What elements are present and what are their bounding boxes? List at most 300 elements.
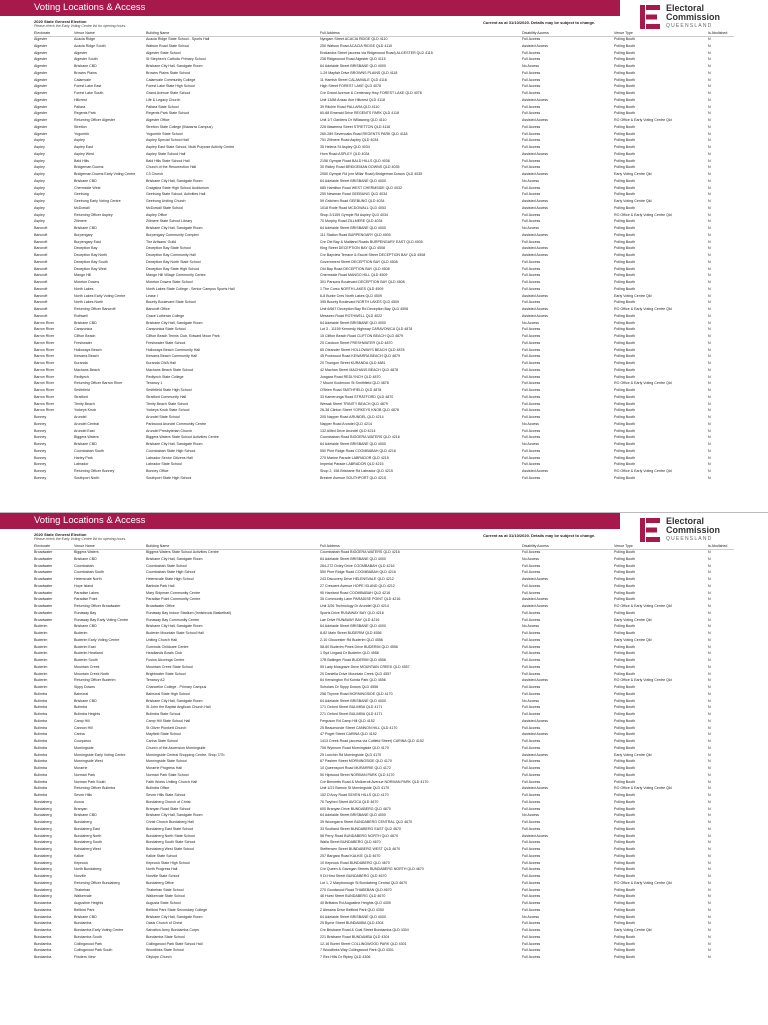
- disability-access-cell: Full Access: [522, 104, 541, 109]
- building-name-cell: St Oliver Plunkett Church: [146, 725, 187, 730]
- disability-access-cell: Full Access: [522, 361, 541, 365]
- venue-type-cell: Polling Booth: [614, 104, 636, 109]
- address-cell: 9 Di Hirst Street BUNDABERG QLD 4670: [320, 874, 387, 878]
- disability-access-cell: No Access: [522, 624, 539, 629]
- venue-type-cell: Polling Booth: [614, 253, 636, 257]
- table-row: [34, 198, 734, 204]
- venue-type-cell: Early Voting Centre Qld: [614, 637, 652, 642]
- disability-access-cell: No Access: [522, 178, 539, 183]
- disability-access-cell: Full Access: [522, 894, 541, 899]
- is-abolished-cell: N: [708, 205, 711, 210]
- is-abolished-cell: N: [708, 381, 711, 386]
- column-header: Full Address: [320, 31, 340, 35]
- column-header: Venue Type: [614, 544, 633, 548]
- address-cell: Cnr Bennetts Road & Molloerolt Avenue NORMAN PARK QLD 4170: [320, 779, 429, 784]
- logo-word-queensland: QUEENSLAND: [666, 23, 713, 29]
- building-name-cell: Clifton Beach Tennis Club, Edward Moon Park: [146, 334, 220, 338]
- electorate-cell: Barron River: [34, 388, 55, 392]
- is-abolished-cell: N: [708, 745, 711, 750]
- is-abolished-cell: N: [708, 563, 711, 568]
- building-name-cell: Oasis Church of Christ: [146, 921, 183, 926]
- table-row: [34, 77, 734, 83]
- building-name-cell: Coombabah State High School: [146, 448, 196, 453]
- electorate-cell: Barron River: [34, 394, 55, 399]
- disability-access-cell: Full Access: [522, 57, 541, 62]
- disability-access-cell: Assisted Access: [522, 313, 548, 318]
- table-row: [34, 374, 734, 380]
- table-row: [34, 407, 734, 413]
- disability-access-cell: Full Access: [522, 907, 541, 912]
- is-abolished-cell: N: [708, 867, 711, 872]
- table-row: [34, 252, 734, 258]
- venue-name-cell: Arundel: [74, 415, 87, 419]
- building-name-cell: Kalkie State School: [146, 853, 178, 858]
- electorate-cell: Bundaberg: [34, 847, 52, 851]
- venue-type-cell: Polling Booth: [614, 226, 636, 230]
- building-name-cell: Bundaberg South State School: [146, 840, 196, 845]
- building-name-cell: Bellbird Park State Secondary College: [146, 907, 208, 912]
- disability-access-cell: Full Access: [522, 158, 541, 163]
- venue-name-cell: Coombabah: [74, 563, 94, 568]
- table-row: [34, 846, 734, 852]
- venue-name-cell: North Lakes: [74, 286, 94, 291]
- table-row: [34, 313, 734, 319]
- electorate-cell: Bulimba: [34, 786, 47, 791]
- venue-name-cell: Bundamba South: [74, 934, 102, 939]
- column-header: Venue Type: [614, 31, 633, 35]
- venue-name-cell: Geebung Early Voting Centre: [74, 199, 121, 203]
- table-row: [34, 907, 734, 913]
- building-name-cell: Buderim Mountain State School Hall: [146, 631, 204, 635]
- electorate-cell: Bundamba: [34, 901, 52, 905]
- table-row: [34, 617, 734, 623]
- disability-access-cell: Assisted Access: [522, 597, 548, 602]
- electorate-cell: Bundaberg: [34, 799, 52, 804]
- building-name-cell: Watson Road State School: [146, 43, 190, 48]
- disability-access-cell: Full Access: [522, 644, 541, 649]
- electorate-cell: Bulimba: [34, 766, 47, 770]
- is-abolished-cell: N: [708, 111, 711, 116]
- venue-type-cell: Polling Booth: [614, 745, 636, 750]
- electorate-cell: Bancroft: [34, 232, 48, 237]
- is-abolished-cell: N: [708, 874, 711, 878]
- disability-access-cell: Full Access: [522, 570, 541, 575]
- building-name-cell: Bundaberg North State School: [146, 833, 195, 838]
- venue-name-cell: Sippy Downs: [74, 685, 95, 689]
- is-abolished-cell: N: [708, 772, 711, 777]
- venue-name-cell: Pallara: [74, 104, 86, 109]
- venue-name-cell: Buderim: [74, 631, 88, 635]
- disability-access-cell: Full Access: [522, 259, 541, 264]
- venue-name-cell: Mountain Creek North: [74, 671, 110, 676]
- electorate-cell: Barron River: [34, 354, 55, 359]
- electorate-cell: Bundaberg: [34, 887, 52, 892]
- is-abolished-cell: N: [708, 232, 711, 237]
- venue-name-cell: Kalkie: [74, 853, 84, 858]
- table-row: [34, 124, 734, 130]
- is-abolished-cell: N: [708, 286, 711, 291]
- building-name-cell: Labrador Senior Citizens Hall: [146, 455, 193, 460]
- venue-type-cell: Polling Booth: [614, 671, 636, 676]
- building-name-cell: Pallara State School: [146, 104, 179, 109]
- address-cell: 64 Adelaide Street BRISBANE QLD 4000: [320, 226, 386, 230]
- disability-access-cell: Full Access: [522, 327, 541, 332]
- electorate-cell: Broadwater: [34, 550, 53, 554]
- is-abolished-cell: N: [708, 597, 711, 602]
- building-name-cell: Bulimba Office: [146, 786, 170, 791]
- disability-access-cell: Full Access: [522, 165, 541, 170]
- venue-name-cell: Returning Officer Bancroft: [74, 307, 116, 311]
- address-cell: High Street FOREST LAKE QLD 4078: [320, 84, 382, 89]
- column-header: Disability Access: [522, 544, 549, 548]
- address-cell: 65 Oleander Street HOLLOWAYS BEACH QLD 4878: [320, 347, 405, 352]
- venue-type-cell: Polling Booth: [614, 705, 636, 710]
- is-abolished-cell: N: [708, 37, 711, 41]
- disability-access-cell: Full Access: [522, 280, 541, 284]
- building-name-cell: Brisbane City Hall, Sandgate Room: [146, 698, 203, 703]
- venue-name-cell: Moreton Downs: [74, 280, 100, 284]
- table-row: [34, 306, 734, 312]
- venue-type-cell: Polling Booth: [614, 185, 636, 190]
- table-row: [34, 738, 734, 744]
- building-name-cell: Coombabah State High School: [146, 570, 196, 575]
- is-abolished-cell: N: [708, 664, 711, 669]
- building-name-cell: Caravonica State School: [146, 327, 186, 332]
- electorate-cell: Algester: [34, 57, 48, 62]
- disability-access-cell: Full Access: [522, 266, 541, 271]
- venue-type-cell: Polling Booth: [614, 91, 636, 95]
- opening-hours-note: Please check the Early Voting Centre list for opening hours.: [34, 24, 127, 28]
- table-row: [34, 657, 734, 663]
- disability-access-cell: Full Access: [522, 50, 541, 55]
- column-header: Is Abolished: [708, 544, 728, 548]
- is-abolished-cell: N: [708, 617, 711, 622]
- venue-name-cell: Arundel East: [74, 428, 95, 433]
- venue-name-cell: Collingwood Park South: [74, 948, 113, 953]
- address-cell: 751 Zillmere Road Aspley QLD 4034: [320, 138, 379, 143]
- electorate-cell: Algester: [34, 131, 48, 136]
- address-cell: 7 Woodlinks Way Collingwood Park QLD 4301: [320, 948, 394, 953]
- is-abolished-cell: N: [708, 624, 711, 629]
- electorate-cell: Bonney: [34, 469, 47, 473]
- is-abolished-cell: N: [708, 57, 711, 62]
- address-cell: 46 Hurst Street BUNDABERG QLD 4670: [320, 894, 386, 899]
- electorate-cell: Bancroft: [34, 307, 48, 311]
- venue-type-cell: Polling Booth: [614, 124, 636, 129]
- disability-access-cell: Full Access: [522, 948, 541, 953]
- venue-type-cell: Polling Booth: [614, 57, 636, 62]
- disability-access-cell: Full Access: [522, 138, 541, 143]
- venue-name-cell: Forest Lake South: [74, 91, 104, 95]
- electorate-cell: Barron River: [34, 381, 55, 386]
- venue-name-cell: Returning Officer Algester: [74, 118, 116, 122]
- table-row: [34, 887, 734, 893]
- is-abolished-cell: N: [708, 172, 711, 176]
- address-cell: 35 Helena St Aspley QLD 4034: [320, 145, 370, 149]
- is-abolished-cell: N: [708, 259, 711, 264]
- building-name-cell: C3 Church: [146, 172, 164, 176]
- address-cell: Cnr Queen & Gavegan Streets BUNDABERG NORTH QLD 4670: [320, 867, 424, 872]
- venue-name-cell: Bundaberg: [74, 820, 92, 824]
- venue-name-cell: Algester: [74, 50, 88, 55]
- address-cell: 20 Cardoon Street FRESHWATER QLD 4870: [320, 340, 393, 345]
- building-name-cell: Church of the Resurrection Hall: [146, 165, 197, 170]
- building-name-cell: Holloways Beach Community Hall: [146, 347, 200, 352]
- table-row: [34, 414, 734, 420]
- electorate-cell: Bulimba: [34, 712, 47, 716]
- venue-name-cell: Machans Beach: [74, 367, 100, 372]
- venue-name-cell: Mango Hill: [74, 273, 91, 278]
- venue-type-cell: Polling Booth: [614, 624, 636, 629]
- is-abolished-cell: N: [708, 165, 711, 170]
- electorate-cell: Broadwater: [34, 604, 53, 608]
- table-row: [34, 131, 734, 137]
- address-cell: 70 Murphy Road ZILLMERE QLD 4034: [320, 219, 383, 224]
- disability-access-cell: Full Access: [522, 725, 541, 730]
- table-row: [34, 704, 734, 710]
- electorate-cell: Aspley: [34, 192, 45, 197]
- venue-name-cell: Acacia Ridge South: [74, 43, 106, 48]
- address-cell: 64 Adelaide Street BRISBANE QLD 4000: [320, 813, 386, 818]
- electorate-cell: Algester: [34, 84, 48, 89]
- address-cell: 17B Ballinger Road BUDERIM QLD 4556: [320, 658, 386, 662]
- election-name: 2020 State General Election: [34, 19, 87, 24]
- venue-name-cell: Norville: [74, 874, 86, 878]
- table-row: [34, 185, 734, 191]
- venue-name-cell: Cannon Hill: [74, 725, 93, 730]
- is-abolished-cell: N: [708, 556, 711, 561]
- venue-type-cell: Polling Booth: [614, 246, 636, 251]
- table-row: [34, 225, 734, 231]
- venue-name-cell: Zillmere: [74, 219, 87, 224]
- table-row: [34, 576, 734, 582]
- table-row: [34, 664, 734, 670]
- table-row: [34, 711, 734, 717]
- building-name-cell: Chancellor College - Primary Campus: [146, 685, 207, 689]
- electorate-cell: Bonney: [34, 435, 47, 440]
- venue-type-cell: Polling Booth: [614, 219, 636, 224]
- table-row: [34, 434, 734, 440]
- building-name-cell: St Stephen's Catholic Primary School: [146, 57, 206, 62]
- is-abolished-cell: N: [708, 658, 711, 662]
- venue-type-cell: Polling Booth: [614, 77, 636, 82]
- address-cell: 171 Oxford Street BULIMBA QLD 4171: [320, 705, 383, 710]
- venue-name-cell: Brisbane CBD: [74, 624, 97, 629]
- building-name-cell: Balmoral State High School: [146, 691, 190, 696]
- address-cell: Unit 3/26 Technology Dr Arundel QLD 4214: [320, 604, 389, 608]
- disability-access-cell: Full Access: [522, 428, 541, 433]
- electorate-cell: Bulimba: [34, 698, 47, 703]
- address-cell: 250 Watson Road ACACIA RIDGE QLD 4110: [320, 43, 393, 48]
- electorate-cell: Bundamba: [34, 941, 52, 946]
- table-row: [34, 320, 734, 326]
- is-abolished-cell: N: [708, 583, 711, 588]
- electorate-cell: Bundaberg: [34, 820, 52, 824]
- building-name-cell: Brisbane City Hall, Sandgate Room: [146, 556, 203, 561]
- building-name-cell: Brisbane City Hall, Sandgate Room: [146, 64, 203, 68]
- electorate-cell: Bundaberg: [34, 853, 52, 858]
- table-row: [34, 367, 734, 373]
- is-abolished-cell: N: [708, 813, 711, 818]
- venue-type-cell: Polling Booth: [614, 455, 636, 460]
- venue-name-cell: Balmoral: [74, 691, 89, 696]
- table-row: [34, 630, 734, 636]
- building-name-cell: Branyan Road State School: [146, 806, 191, 811]
- venue-type-cell: Polling Booth: [614, 698, 636, 703]
- venue-type-cell: Polling Booth: [614, 266, 636, 271]
- venue-name-cell: Camp Hill: [74, 718, 90, 723]
- address-cell: 2156 Gympie Road BALD HILLS QLD 4036: [320, 158, 390, 163]
- is-abolished-cell: N: [708, 739, 711, 743]
- building-name-cell: Mary Shipman Community Centre: [146, 590, 201, 595]
- table-row: [34, 893, 734, 899]
- electorate-cell: Algester: [34, 97, 48, 102]
- venue-name-cell: Bulimba Heights: [74, 712, 101, 716]
- venue-name-cell: Burpengary East: [74, 239, 101, 244]
- table-row: [34, 590, 734, 596]
- address-cell: 58 Perry Road BUNDABERG NORTH QLD 4670: [320, 833, 399, 838]
- venue-name-cell: Walkervale: [74, 894, 92, 899]
- disability-access-cell: Full Access: [522, 415, 541, 419]
- table-row: [34, 752, 734, 758]
- venue-name-cell: Seven Hills: [74, 793, 92, 797]
- electorate-cell: Bulimba: [34, 745, 47, 750]
- venue-type-cell: Polling Booth: [614, 347, 636, 352]
- is-abolished-cell: N: [708, 50, 711, 55]
- is-abolished-cell: N: [708, 246, 711, 251]
- address-cell: 12-16 Burrel Street COLLINGWOOD PARK QLD 4301: [320, 941, 407, 946]
- venue-name-cell: Helensvale North: [74, 577, 102, 581]
- is-abolished-cell: N: [708, 273, 711, 278]
- building-name-cell: Brisbane City Hall, Sandgate Room: [146, 442, 203, 446]
- column-header: Venue Name: [74, 544, 95, 548]
- is-abolished-cell: N: [708, 955, 711, 959]
- is-abolished-cell: N: [708, 293, 711, 298]
- address-cell: 6-8 Burke Cres North Lakes QLD 4509: [320, 293, 382, 298]
- venue-type-cell: Polling Booth: [614, 394, 636, 399]
- is-abolished-cell: N: [708, 253, 711, 257]
- building-name-cell: Aspley Special School Hall: [146, 138, 189, 143]
- electorate-cell: Bulimba: [34, 725, 47, 730]
- disability-access-cell: Assisted Access: [522, 833, 548, 838]
- building-name-cell: Southport State High School: [146, 475, 192, 480]
- address-cell: Unit 6/667 Deception Bay Rd Deception Bay QLD 4508: [320, 307, 409, 311]
- logo-word-electoral: Electoral: [666, 516, 705, 526]
- venue-type-cell: RO Office & Early Voting Centre Qld: [614, 381, 672, 386]
- electorate-cell: Bundamba: [34, 955, 52, 959]
- is-abolished-cell: N: [708, 894, 711, 899]
- venue-type-cell: Polling Booth: [614, 286, 636, 291]
- building-name-cell: Bundaberg Office: [146, 880, 174, 885]
- venue-type-cell: Polling Booth: [614, 826, 636, 831]
- electorate-cell: Bundaberg: [34, 806, 52, 811]
- building-name-cell: Yorkeys Knob State School: [146, 408, 190, 413]
- electorate-cell: Buderim: [34, 631, 48, 635]
- address-cell: 270 Goodwood Road THABEBAN QLD 4670: [320, 887, 392, 892]
- table-row: [34, 347, 734, 353]
- building-name-cell: Arundel Presbyterian Church: [146, 428, 193, 433]
- venue-name-cell: Brisbane CBD: [74, 556, 97, 561]
- venue-name-cell: Avoca: [74, 799, 84, 804]
- disability-access-cell: Full Access: [522, 820, 541, 824]
- electorate-cell: Bulimba: [34, 691, 47, 696]
- table-row: [34, 650, 734, 656]
- venue-name-cell: Stretton: [74, 124, 87, 129]
- disability-access-cell: Full Access: [522, 381, 541, 386]
- ecq-logo-icon: [640, 5, 662, 29]
- disability-access-cell: Full Access: [522, 793, 541, 797]
- disability-access-cell: Full Access: [522, 273, 541, 278]
- venue-name-cell: Labrador: [74, 462, 89, 467]
- disability-access-cell: Full Access: [522, 860, 541, 865]
- disability-access-cell: Assisted Access: [522, 718, 548, 723]
- is-abolished-cell: N: [708, 421, 711, 426]
- table-row: [34, 556, 734, 562]
- building-name-cell: North Lakes State College - Senior Campus Sports Hall: [146, 286, 235, 291]
- is-abolished-cell: N: [708, 280, 711, 284]
- disability-access-cell: No Access: [522, 698, 539, 703]
- is-abolished-cell: N: [708, 853, 711, 858]
- building-name-cell: Deception Bay North State School: [146, 259, 201, 264]
- table-row: [34, 563, 734, 569]
- table-row: [34, 779, 734, 785]
- electorate-cell: Bonney: [34, 415, 47, 419]
- venue-name-cell: Brisbane CBD: [74, 226, 97, 230]
- building-name-cell: Collingwood Park State School Hall: [146, 941, 203, 946]
- disability-access-cell: Full Access: [522, 340, 541, 345]
- disability-access-cell: Assisted Access: [522, 604, 548, 608]
- is-abolished-cell: N: [708, 887, 711, 892]
- electorate-cell: Aspley: [34, 199, 45, 203]
- building-name-cell: Augusta State School: [146, 901, 181, 905]
- table-row: [34, 171, 734, 177]
- table-row: [34, 340, 734, 346]
- venue-type-cell: Polling Booth: [614, 732, 636, 737]
- building-name-cell: Carina State School: [146, 739, 178, 743]
- building-name-cell: Woodlinks State School: [146, 948, 184, 953]
- address-cell: 20 Thongon Street KURANDA QLD 4881: [320, 361, 386, 365]
- electorate-cell: Bancroft: [34, 293, 48, 298]
- venue-name-cell: Acacia Ridge: [74, 37, 96, 41]
- electorate-cell: Aspley: [34, 145, 45, 149]
- electorate-cell: Bundamba: [34, 934, 52, 939]
- venue-name-cell: Carina: [74, 732, 85, 737]
- venue-type-cell: Polling Booth: [614, 833, 636, 838]
- is-abolished-cell: N: [708, 64, 711, 68]
- building-name-cell: Aspley East State School, Multi Purpose Activity Centre: [146, 145, 235, 149]
- building-name-cell: Freshwater State School: [146, 340, 186, 345]
- building-name-cell: Runaway Bay Community Centre: [146, 617, 200, 622]
- electorate-cell: Barron River: [34, 401, 55, 406]
- building-name-cell: Morningside State School: [146, 759, 187, 764]
- venue-name-cell: Thabeban: [74, 887, 91, 892]
- building-name-cell: Brightwater State School: [146, 671, 186, 676]
- building-name-cell: Tenancy 1: [146, 381, 163, 386]
- venue-type-cell: Polling Booth: [614, 921, 636, 926]
- venue-name-cell: Returning Officer Bundaberg: [74, 880, 120, 885]
- venue-name-cell: Buderim Early Voting Centre: [74, 637, 120, 642]
- electorate-cell: Bancroft: [34, 273, 48, 278]
- address-cell: 1-29 Mayfair Drive BROWNS PLAINS QLD 4118: [320, 70, 398, 75]
- is-abolished-cell: N: [708, 907, 711, 912]
- venue-name-cell: Deception Bay North: [74, 253, 108, 257]
- address-cell: 205 Napper Road ARUNDEL QLD 4214: [320, 415, 384, 419]
- venue-name-cell: Kewarra Beach: [74, 354, 99, 359]
- address-cell: 270 Marine Parade LABRADOR QLD 4215: [320, 455, 389, 460]
- address-cell: 45 Poolwood Road KEWARRA BEACH QLD 4879: [320, 354, 400, 359]
- electorate-cell: Algester: [34, 104, 48, 109]
- address-cell: 64 Kensington Rd Kunda Park QLD 4556: [320, 678, 386, 683]
